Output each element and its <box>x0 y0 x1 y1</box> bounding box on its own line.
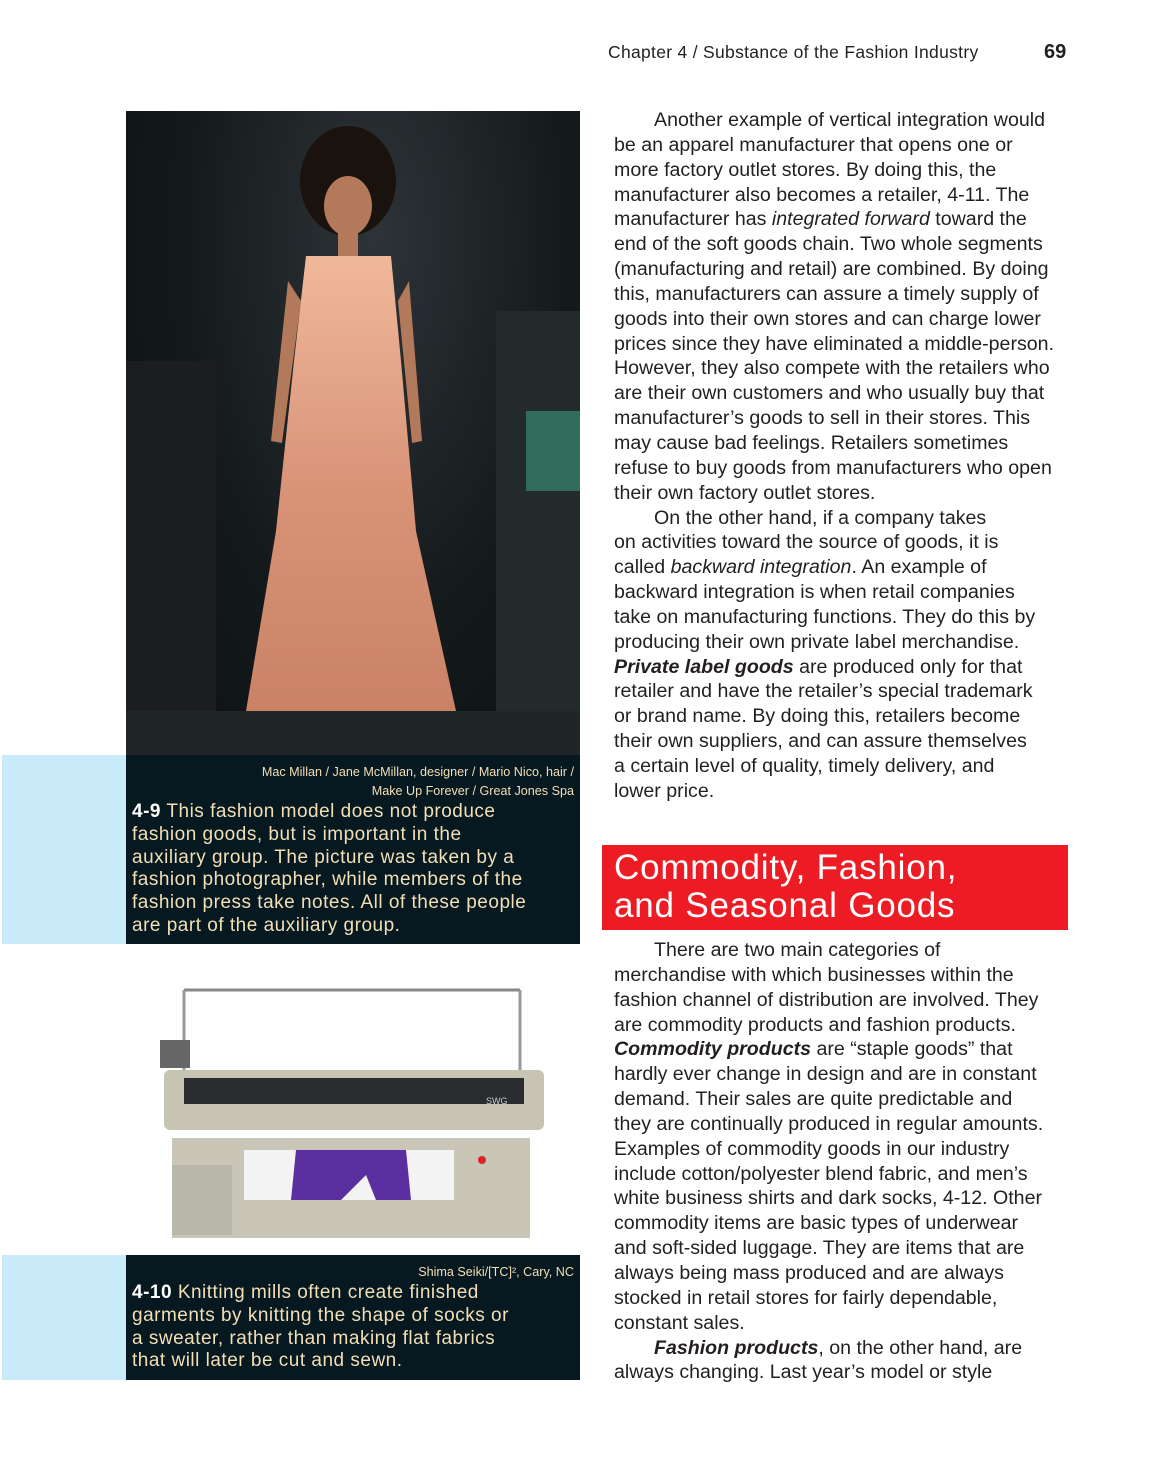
paragraph <box>614 1336 1084 1386</box>
paragraph <box>614 938 1084 1336</box>
text-line <box>614 1211 1084 1236</box>
text-run: demand. Their sales are quite predictable and <box>614 1088 1013 1111</box>
text-line <box>614 754 1084 779</box>
body-text-top <box>614 108 1084 804</box>
key-term: Commodity products <box>614 1038 812 1061</box>
runway-illustration <box>126 111 580 755</box>
text-line <box>614 1162 1084 1187</box>
text-line <box>614 988 1084 1013</box>
text-line <box>614 1360 1084 1385</box>
text-line <box>614 356 1084 381</box>
text-run: manufacturer’s goods to sell in their stores. This <box>614 407 1031 430</box>
text-run: stocked in retail stores for fairly dependable, <box>614 1286 998 1309</box>
machine-label: SWG <box>486 1096 508 1106</box>
body-text-bottom <box>614 938 1084 1385</box>
text-line <box>614 381 1084 406</box>
text-run: end of the soft goods chain. Two whole segments <box>614 233 1043 256</box>
text-line <box>614 1261 1084 1286</box>
text-run: . An example of <box>851 556 987 579</box>
caption-line: that will later be cut and sewn. <box>132 1350 403 1372</box>
credit-line: Make Up Forever / Great Jones Spa <box>371 784 574 798</box>
text-line <box>614 133 1084 158</box>
text-run: toward the <box>929 208 1027 231</box>
caption-line: a sweater, rather than making flat fabrics <box>132 1327 496 1349</box>
text-run: their own factory outlet stores. <box>614 481 876 504</box>
figure-4-10-caption <box>126 1255 580 1380</box>
text-run: their own suppliers, and can assure themselves <box>614 730 1027 753</box>
figure-4-9-caption <box>126 755 580 944</box>
text-line <box>614 1311 1084 1336</box>
text-run: and soft-sided luggage. They are items that are <box>614 1237 1025 1260</box>
text-line <box>614 1062 1084 1087</box>
knitting-machine-photo <box>126 960 580 1255</box>
text-run: backward integration is when retail companies <box>614 581 1015 604</box>
fashion-model-photo <box>126 111 580 755</box>
text-run: On the other hand, if a company takes <box>654 506 987 529</box>
paragraph <box>614 506 1084 804</box>
text-line <box>614 406 1084 431</box>
text-line <box>614 605 1084 630</box>
text-line <box>614 779 1084 804</box>
text-run: are commodity products and fashion products. <box>614 1013 1016 1036</box>
text-run: take on manufacturing functions. They do this by <box>614 605 1036 628</box>
caption-line: auxiliary group. The picture was taken by a <box>132 846 515 868</box>
knitting-machine-illustration <box>126 960 580 1255</box>
caption-line: fashion photographer, while members of the <box>132 869 523 891</box>
text-run: on activities toward the source of goods, it is <box>614 531 999 554</box>
text-line <box>614 332 1084 357</box>
key-term: Private label goods <box>614 655 794 678</box>
text-run: constant sales. <box>614 1311 745 1334</box>
caption-line: Knitting mills often create finished <box>177 1282 479 1303</box>
running-head: Chapter 4 / Substance of the Fashion Industry <box>608 42 979 62</box>
text-run: hardly ever change in design and are in constant <box>614 1063 1037 1086</box>
caption-accent-strip <box>2 755 126 944</box>
text-line <box>614 183 1084 208</box>
caption-text <box>132 801 574 938</box>
text-line <box>614 431 1084 456</box>
text-run: commodity items are basic types of underwear <box>614 1212 1019 1235</box>
text-line <box>614 207 1084 232</box>
text-run: refuse to buy goods from manufacturers who open <box>614 456 1052 479</box>
text-run: a certain level of quality, timely delivery, and <box>614 754 995 777</box>
heading-line: Commodity, Fashion, <box>614 848 958 887</box>
italic-term: backward integration <box>670 556 852 579</box>
caption-text <box>132 1282 574 1373</box>
text-line <box>614 257 1084 282</box>
text-run: are their own customers and who usually buy that <box>614 382 1045 405</box>
text-run: Another example of vertical integration would <box>654 109 1046 131</box>
text-run: However, they also compete with the retailers who <box>614 357 1050 380</box>
text-line <box>614 655 1084 680</box>
text-run: There are two main categories of <box>654 939 941 961</box>
text-run: always being mass produced and are always <box>614 1261 1004 1284</box>
text-run: merchandise with which businesses within the <box>614 963 1014 986</box>
caption-line: are part of the auxiliary group. <box>132 914 401 936</box>
text-line <box>614 963 1084 988</box>
text-run: manufacturer has <box>614 208 772 231</box>
page-number: 69 <box>1044 41 1067 63</box>
text-line <box>614 938 1084 963</box>
text-run: producing their own private label merchandise. <box>614 630 1020 653</box>
text-line <box>614 1286 1084 1311</box>
photo-credit <box>132 1263 574 1282</box>
text-run: they are continually produced in regular amounts. <box>614 1112 1044 1135</box>
caption-accent-strip <box>2 1255 126 1380</box>
text-line <box>614 232 1084 257</box>
text-line <box>614 1037 1084 1062</box>
text-run: include cotton/polyester blend fabric, and men’s <box>614 1162 1028 1185</box>
text-run: retailer and have the retailer’s special trademark <box>614 680 1033 703</box>
text-line <box>614 530 1084 555</box>
text-run: are produced only for that <box>793 655 1023 678</box>
text-run: white business shirts and dark socks, 4-12. Other <box>614 1187 1042 1210</box>
text-line <box>614 108 1084 133</box>
text-line <box>614 506 1084 531</box>
text-line <box>614 456 1084 481</box>
text-line <box>614 580 1084 605</box>
italic-term: integrated forward <box>771 208 930 231</box>
text-line <box>614 1112 1084 1137</box>
text-run: may cause bad feelings. Retailers sometimes <box>614 431 1009 454</box>
text-line <box>614 555 1084 580</box>
key-term: Fashion products <box>654 1336 819 1359</box>
photo-credit <box>132 763 574 801</box>
text-run: manufacturer also becomes a retailer, 4-11. The <box>614 183 1030 206</box>
text-run: are “staple goods” that <box>811 1038 1013 1061</box>
text-run: more factory outlet stores. By doing this, the <box>614 158 997 181</box>
figure-number: 4-9 <box>132 801 161 822</box>
paragraph <box>614 108 1084 506</box>
text-run: be an apparel manufacturer that opens one or <box>614 133 1013 156</box>
heading-line: and Seasonal Goods <box>614 886 956 925</box>
text-line <box>614 630 1084 655</box>
text-line <box>614 704 1084 729</box>
text-line <box>614 481 1084 506</box>
text-line <box>614 158 1084 183</box>
text-run: fashion channel of distribution are involved. They <box>614 988 1039 1011</box>
text-line <box>614 1137 1084 1162</box>
text-run: lower price. <box>614 779 715 802</box>
section-heading <box>602 845 1068 930</box>
credit-line: Mac Millan / Jane McMillan, designer / Mario Nico, hair / <box>261 765 574 779</box>
text-line <box>614 1186 1084 1211</box>
text-run: , on the other hand, are <box>818 1336 1023 1359</box>
caption-line: fashion goods, but is important in the <box>132 823 462 845</box>
text-line <box>614 1336 1084 1361</box>
credit-line: Shima Seiki/[TC]², Cary, NC <box>418 1265 574 1279</box>
text-line <box>614 1087 1084 1112</box>
caption-line: garments by knitting the shape of socks or <box>132 1304 509 1326</box>
text-run: Examples of commodity goods in our industry <box>614 1137 1010 1160</box>
text-line <box>614 679 1084 704</box>
text-run: prices since they have eliminated a middle-person. <box>614 332 1054 355</box>
text-line <box>614 282 1084 307</box>
text-line <box>614 729 1084 754</box>
text-run: goods into their own stores and can charge lower <box>614 307 1041 330</box>
text-line <box>614 1013 1084 1038</box>
text-line <box>614 1236 1084 1261</box>
text-run: (manufacturing and retail) are combined. By doing <box>614 258 1049 281</box>
caption-line: This fashion model does not produce <box>166 801 496 822</box>
figure-number: 4-10 <box>132 1282 173 1303</box>
text-line <box>614 307 1084 332</box>
text-run: or brand name. By doing this, retailers become <box>614 705 1021 728</box>
text-run: this, manufacturers can assure a timely supply of <box>614 282 1039 305</box>
caption-line: fashion press take notes. All of these people <box>132 892 527 914</box>
text-run: always changing. Last year’s model or style <box>614 1361 993 1384</box>
text-run: called <box>614 556 671 579</box>
